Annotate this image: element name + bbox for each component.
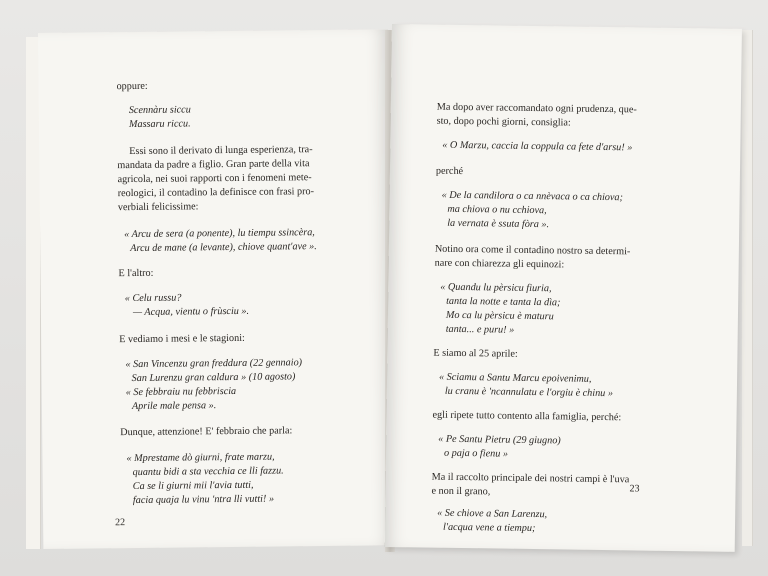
text-line: Scennàru siccu xyxy=(128,104,191,117)
text-line: « Quandu lu pèrsicu fiuria, xyxy=(440,281,552,295)
left-page xyxy=(38,29,393,549)
text-line: San Lurenzu gran caldura » (10 agosto) xyxy=(131,371,296,385)
text-line: « Celu russu? xyxy=(124,292,182,305)
text-line: o paja o fienu » xyxy=(443,447,509,460)
text-line: agricola, nei suoi rapporti con i fenomeni mete- xyxy=(117,172,312,186)
text-line: Mo ca lu pèrsicu è maturu xyxy=(445,309,554,323)
right-page-edges xyxy=(742,30,753,546)
text-line: nare con chiarezza gli equinozi: xyxy=(434,257,565,271)
text-line: « Pe Santu Pietru (29 giugno) xyxy=(438,433,561,447)
text-line: egli ripete tutto contento alla famiglia, perché: xyxy=(432,409,622,424)
text-line: sto, dopo pochi giorni, consiglia: xyxy=(436,115,571,129)
text-line: quantu bidi a sta vecchia ce lli fazzu. xyxy=(132,465,284,479)
text-line: verbiali felicissime: xyxy=(117,201,199,214)
text-line: « San Vincenzu gran freddura (22 gennaio) xyxy=(125,357,303,371)
text-line: Ca se li giurni mii l'avia tutti, xyxy=(132,479,254,493)
text-line: perché xyxy=(435,165,464,178)
text-line: l'acqua vene a tiempu; xyxy=(442,521,536,535)
text-line: Arcu de mane (a levante), chiove quant'ave ». xyxy=(130,241,317,255)
text-line: Massaru riccu. xyxy=(128,118,191,131)
page-number: 22 xyxy=(115,517,126,529)
text-line: « Arcu de sera (a ponente), lu tiempu ssincèra, xyxy=(124,227,315,241)
text-line: Aprile male pensa ». xyxy=(131,400,217,413)
text-line: E l'altro: xyxy=(118,267,154,280)
text-line: « Mprestame dò giurni, frate marzu, xyxy=(126,451,275,465)
text-line: oppure: xyxy=(116,80,148,93)
text-line: Ma dopo aver raccomandato ogni prudenza, que- xyxy=(436,101,637,116)
text-line: « Se chiove a San Larenzu, xyxy=(437,507,548,521)
text-line: la vernata è ssuta fòra ». xyxy=(447,217,550,231)
text-line: ma chiova o nu cchiova, xyxy=(447,203,547,217)
text-line: facia quaja lu vinu 'ntra lli vutti! » xyxy=(132,493,275,507)
right-page xyxy=(385,24,742,552)
text-line: e non il grano, xyxy=(431,485,491,498)
text-line: Essi sono il derivato di lunga esperienza, tra- xyxy=(129,144,313,158)
text-line: « Se febbraiu nu febbriscia xyxy=(125,385,237,399)
text-line: Ma il raccolto principale dei nostri campi è l'uva xyxy=(431,471,630,486)
text-line: — Acqua, vientu o frùsciu ». xyxy=(132,305,250,319)
text-line: Dunque, attenzione! E' febbraio che parla: xyxy=(120,425,293,439)
text-line: E vediamo i mesi e le stagioni: xyxy=(119,332,245,346)
text-line: « Sciamu a Santu Marcu epoivenimu, xyxy=(438,371,592,385)
page-number: 23 xyxy=(629,483,640,495)
text-line: E siamo al 25 aprile: xyxy=(433,347,518,360)
text-line: Notino ora come il contadino nostro sa determi- xyxy=(434,243,631,258)
text-line: tanta la notte e tanta la dìa; xyxy=(446,295,561,309)
text-line: « De la candilora o ca nnèvaca o ca chiova; xyxy=(441,189,624,204)
text-line: mandata da padre a figlio. Gran parte della vita xyxy=(117,158,310,172)
text-line: reologici, il contadino la definisce con frasi pro- xyxy=(117,186,315,200)
text-line: « O Marzu, caccia la coppula ca fete d'arsu! » xyxy=(442,139,633,154)
text-line: lu cranu è 'ncannulatu e l'orgiu è chinu » xyxy=(444,385,614,400)
text-line: tanta... e puru! » xyxy=(445,323,515,336)
